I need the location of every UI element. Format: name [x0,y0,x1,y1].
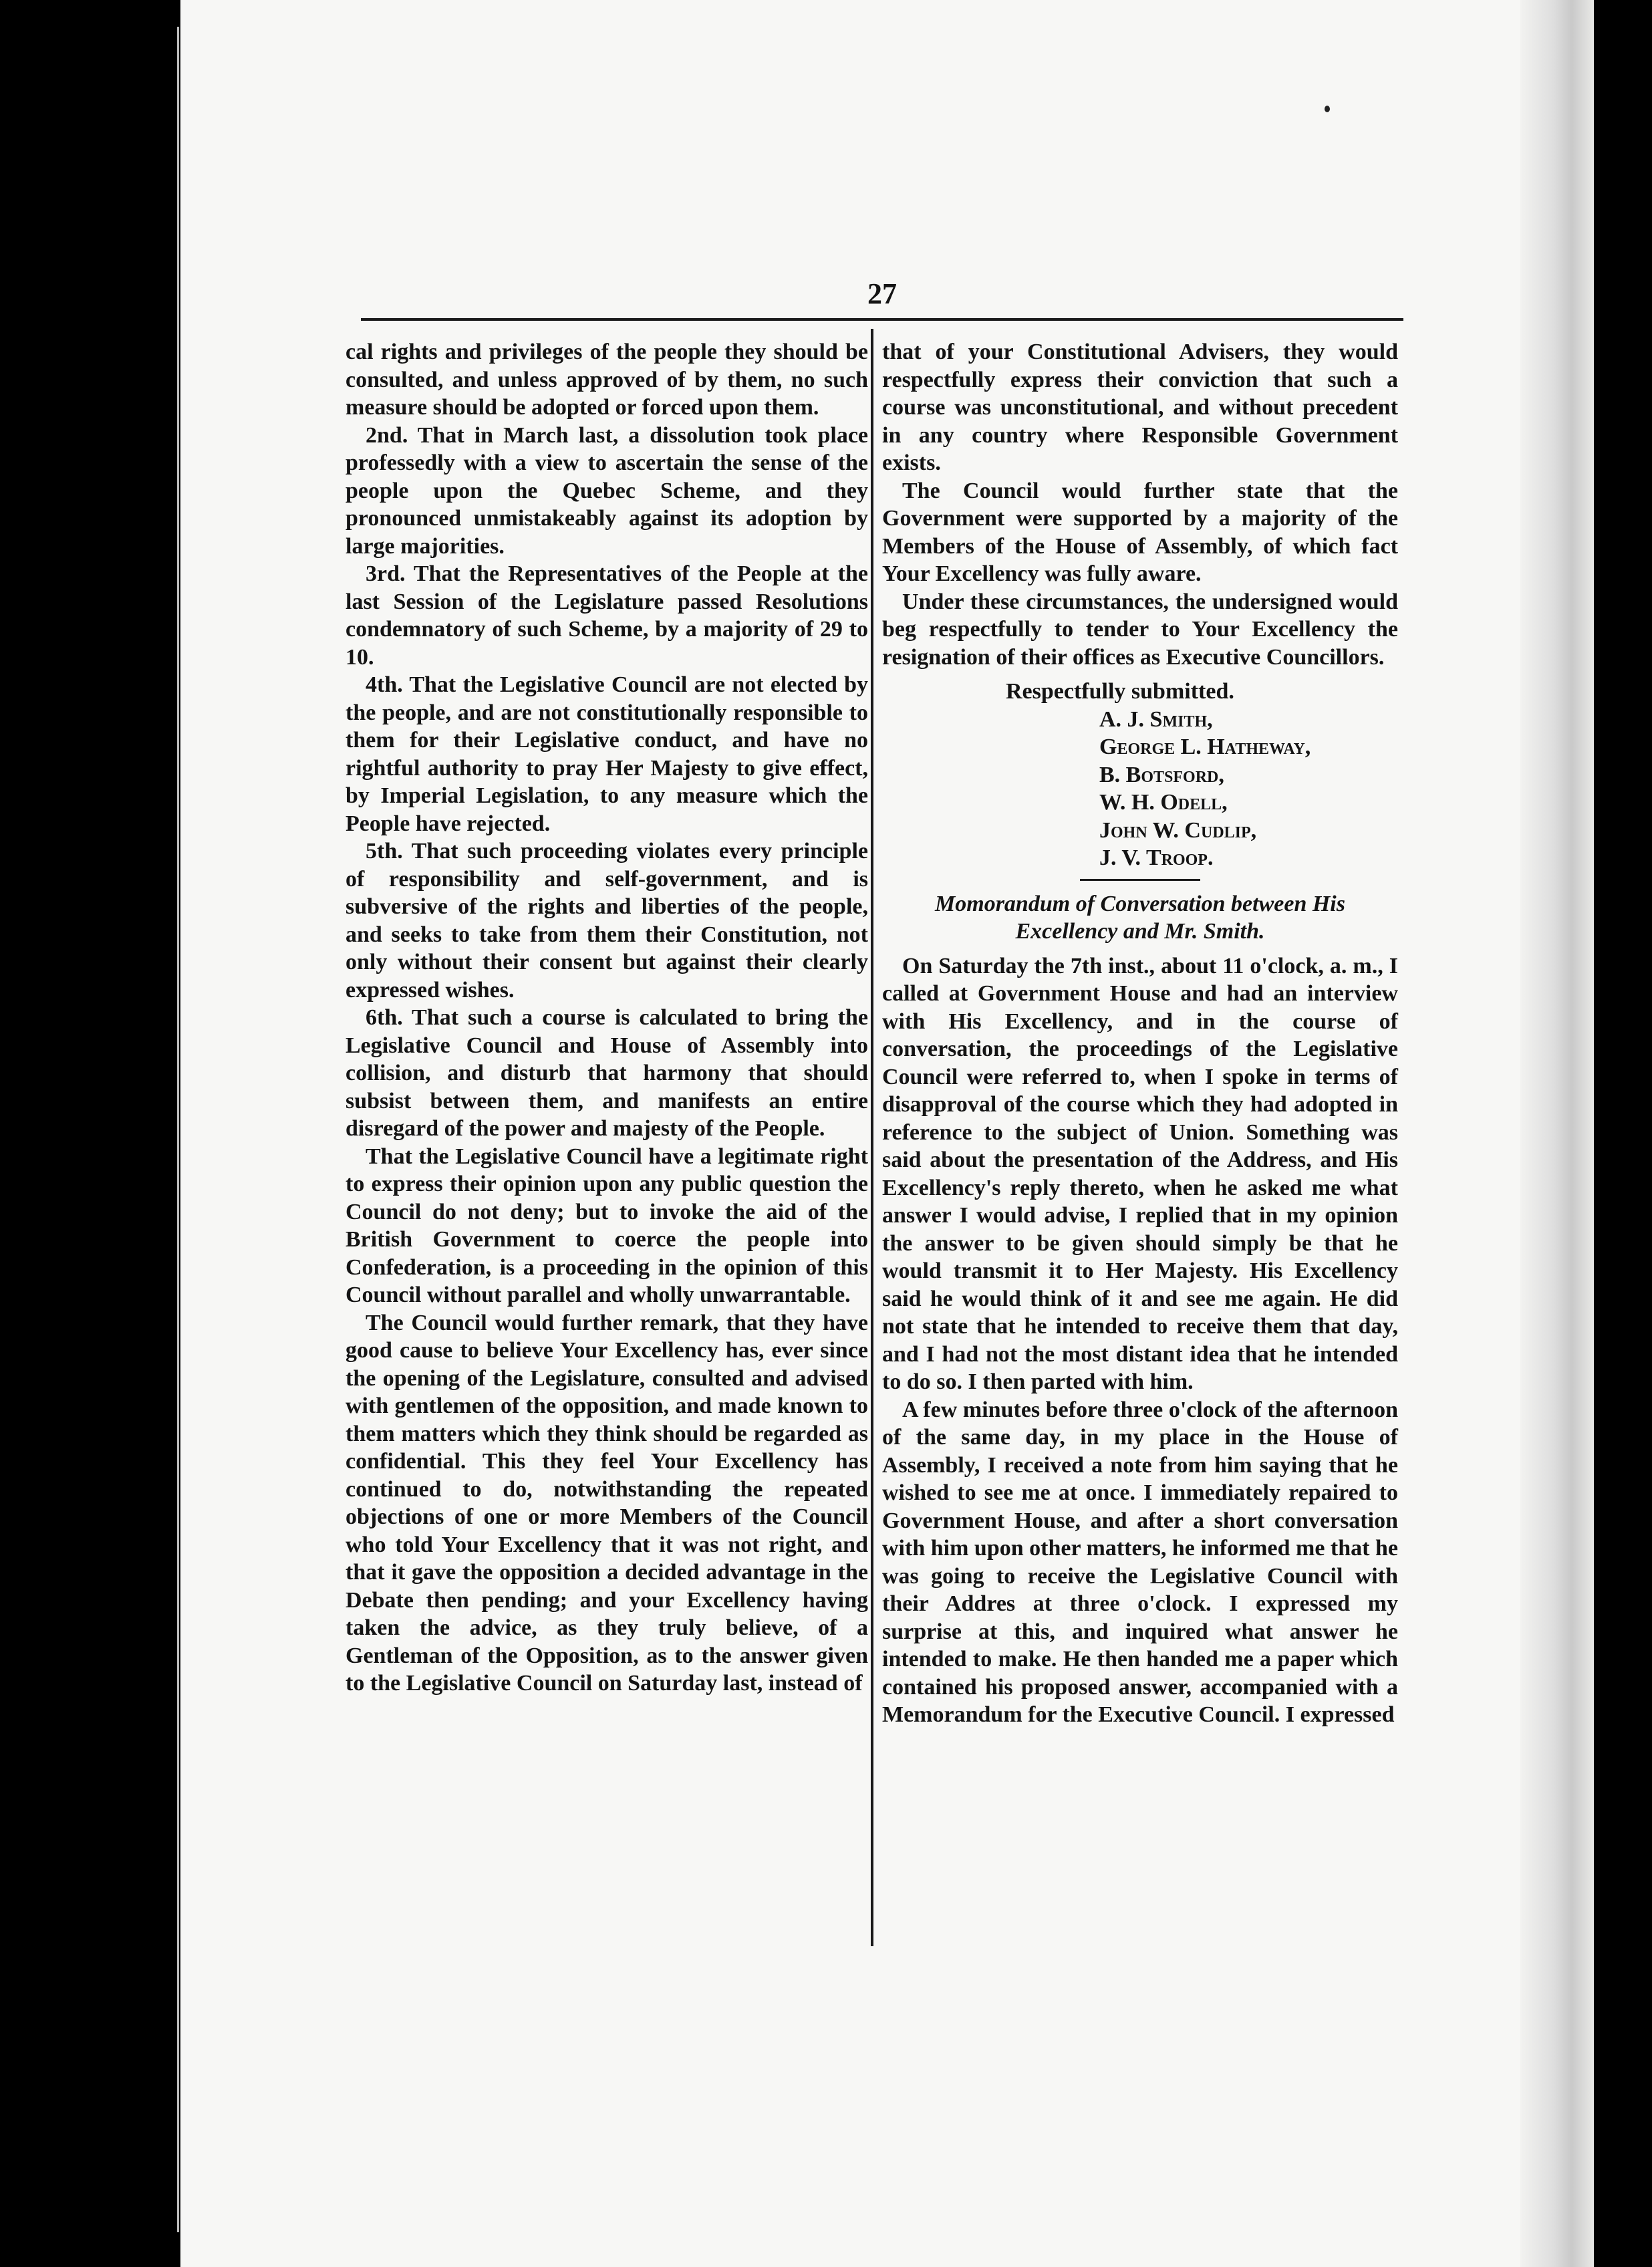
signatory: W. H. Odell, [1099,790,1228,815]
paragraph: that of your Constitutional Advisers, they would respectfully express their conviction that such a course was unconstitutional, and without precedent in any country where Responsible Government exists. [882,340,1398,475]
ink-speck [1325,106,1330,112]
memo-title: Momorandum of Conversation between His Excellency and Mr. Smith. [935,891,1345,944]
paragraph: The Council would further remark, that they have good cause to believe Your Excellency has, ever since the opening of the Legislature, consulted and advised with gentlemen of the opposition, and made known to them matters which they think should be regarded as confidential. This they feel Your Excellency has continued to do, notwithstanding the repeated objections of one or more Members of the Council who told Your Excellency that it was not right, and that it gave the opposition a decided advantage in the Debate then pending; and your Excellency having taken the advice, as they truly believe, of a Gentleman of the Opposition, as to the answer given to the Legislative Council on Saturday last, instead of [346,1310,868,1696]
paragraph: 3rd. That the Representatives of the People at the last Session of the Legislature passed Resolutions condemnatory of such Scheme, by a majority of 29 to 10. [346,561,868,670]
signatory: B. Botsford, [1099,762,1224,787]
signatory: J. V. Troop. [1099,845,1214,870]
right-column [882,338,1398,1729]
signatory: George L. Hatheway, [1099,735,1311,759]
paragraph: A few minutes before three o'clock of the afternoon of the same day, in my place in the House of Assembly, I received a note from him saying that he wished to see me at once. I immediately repaired to Government House, and after a short conversation with him upon other matters, he informed me that he was going to receive the Legislative Council with their Addres at three o'clock. I expressed my surprise at this, and inquired what answer he intended to make. He then handed me a paper which contained his proposed answer, accompanied with a Memorandum for the Executive Council. I expressed [882,1397,1398,1727]
left-column [346,338,868,1698]
paragraph: 6th. That such a course is calculated to bring the Legislative Council and House of Assembly into collision, and disturb that harmony that should subsist between them, and manifests an entire disregard of the power and majesty of the People. [346,1005,868,1141]
paragraph: 5th. That such proceeding violates every principle of responsibility and self-government, and is subversive of the rights and liberties of the people, and seeks to take from them their Constitution, not only without their consent but against their clearly expressed wishes. [346,839,868,1003]
binding-edge [177,27,179,2232]
paragraph: Under these circumstances, the undersigned would beg respectfully to tender to Your Excellency the resignation of their offices as Executive Councillors. [882,589,1398,670]
paragraph: 2nd. That in March last, a dissolution took place professedly with a view to ascertain the sense of the people upon the Quebec Scheme, and they pronounced unmistakeably against its adoption by large majorities. [346,422,868,559]
page-number: 27 [867,277,897,310]
section-rule [1080,879,1200,881]
signatory-list [882,706,1398,872]
paragraph: 4th. That the Legislative Council are not elected by the people, and are not constitutionally responsible to them for their Legislative conduct, and have no rightful authority to pray Her Majesty to give effect, by Imperial Legislation, to any measure which the People have rejected. [346,672,868,836]
signatory: A. J. Smith, [1099,706,1213,732]
paragraph: That the Legislative Council have a legitimate right to express their opinion upon any public question the Council do not deny; but to invoke the aid of the British Government to coerce the people into Confederation, is a proceeding in the opinion of this Council without parallel and wholly unwarrantable. [346,1144,868,1307]
page-edge-shading [1520,0,1594,2267]
header-rule [361,318,1403,321]
column-divider [871,329,873,1946]
paragraph: The Council would further state that the Government were supported by a majority of the Members of the House of Assembly, of which fact Your Excellency was fully aware. [882,478,1398,586]
paragraph: cal rights and privileges of the people they should be consulted, and unless approved of by them, no such measure should be adopted or forced upon them. [346,340,868,420]
paragraph: On Saturday the 7th inst., about 11 o'clock, a. m., I called at Government House and had an interview with His Excellency, and in the course of conversation, the proceedings of the Legislative Council were referred to, when I spoke in terms of disapproval of the course which they had adopted in reference to the subject of Union. Something was said about the presentation of the Address, and His Excellency's reply thereto, when he asked me what answer I would advise, I replied that in my opinion the answer to be given should simply be that he would transmit it to Her Majesty. His Excellency said he would think of it and see me again. He did not state that he intended to receive them that day, and I had not the most distant idea that he intended to do so. I then parted with him. [882,953,1398,1394]
signatory: John W. Cudlip, [1099,817,1257,843]
closing-line: Respectfully submitted. [1006,679,1234,704]
